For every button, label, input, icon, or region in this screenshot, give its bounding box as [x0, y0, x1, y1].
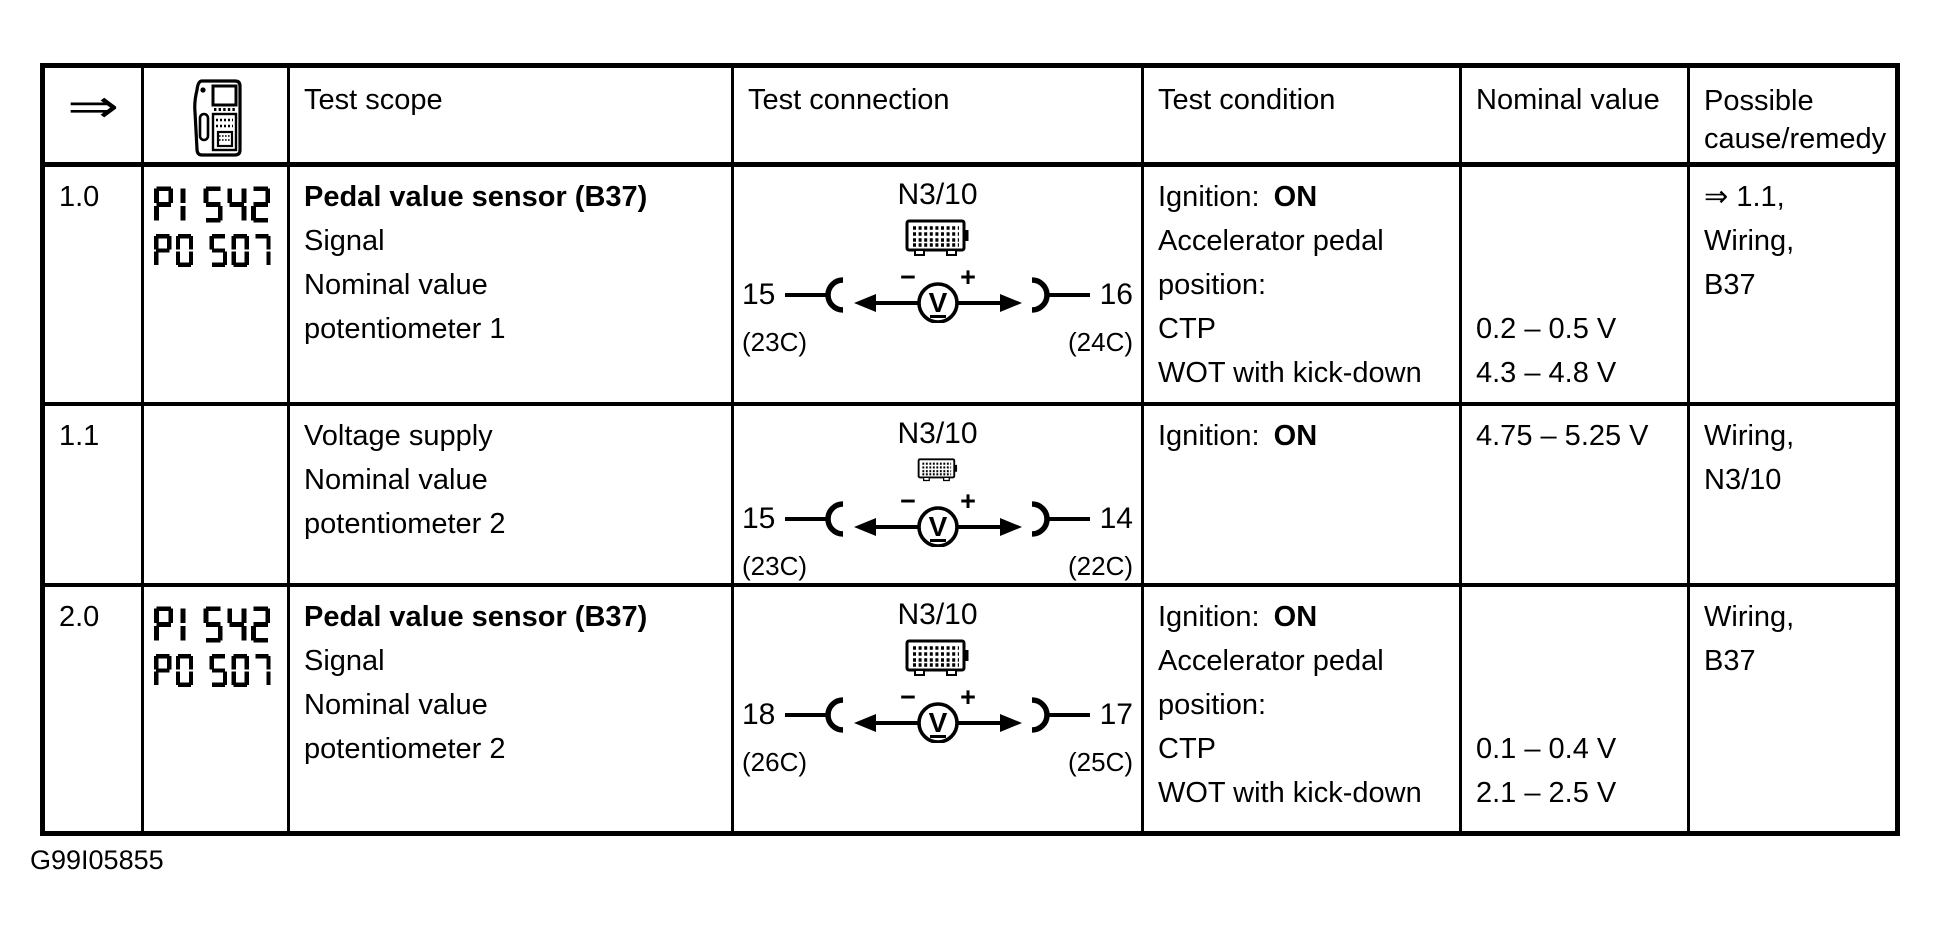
pin-number-right: 16	[1099, 278, 1133, 311]
probe-socket-right-icon	[1026, 499, 1090, 539]
tester-display	[141, 162, 287, 402]
socket-label-right: (25C)	[1067, 747, 1133, 777]
pin-number-left: 15	[742, 278, 776, 311]
nominal-value-cell	[1459, 583, 1687, 831]
tester-display-line	[154, 181, 275, 227]
condition-line: position:	[1158, 269, 1267, 301]
socket-label-left: (23C)	[742, 551, 808, 581]
pin-number-left: 15	[742, 502, 776, 535]
polarity-plus: +	[959, 491, 976, 516]
cause-line: Wiring,	[1704, 225, 1795, 257]
probe-socket-right-icon	[1026, 275, 1090, 315]
pin-number-left: 18	[742, 698, 776, 731]
cause-line: ⇒ 1.1,	[1704, 181, 1785, 213]
cause-line: B37	[1704, 269, 1756, 301]
polarity-minus: −	[899, 687, 916, 712]
step-number: 1.1	[45, 402, 141, 583]
cause-line: N3/10	[1704, 464, 1782, 496]
condition-line: WOT with kick-down	[1158, 777, 1422, 809]
step-number: 1.0	[45, 162, 141, 402]
test-condition-cell	[1141, 162, 1459, 402]
test-connection-cell	[731, 402, 1141, 583]
header-test-scope: Test scope	[287, 68, 731, 162]
nominal-value: 4.75 – 5.25 V	[1476, 420, 1649, 452]
cause-line: Wiring,	[1704, 420, 1795, 452]
diagnostic-test-table	[40, 63, 1900, 836]
tester-display	[141, 583, 287, 831]
header-nominal-value: Nominal value	[1459, 68, 1687, 162]
condition-line: WOT with kick-down	[1158, 357, 1422, 389]
socket-label-right: (24C)	[1067, 327, 1133, 357]
header-test-condition: Test condition	[1141, 68, 1459, 162]
condition-line: Accelerator pedal	[1158, 225, 1384, 257]
test-scope-cell	[287, 583, 731, 831]
probe-socket-left-icon	[785, 275, 849, 315]
cause-line: B37	[1704, 645, 1756, 677]
test-connection-cell	[731, 162, 1141, 402]
connector-icon	[905, 639, 971, 679]
component-label: N3/10	[897, 598, 978, 631]
possible-cause-cell	[1687, 162, 1895, 402]
possible-cause-cell	[1687, 583, 1895, 831]
connector-icon	[905, 219, 971, 259]
test-scope-cell	[287, 162, 731, 402]
condition-line: position:	[1158, 689, 1267, 721]
socket-labels	[740, 325, 1135, 359]
figure-code: G99I05855	[30, 845, 164, 875]
nominal-value-cell	[1459, 162, 1687, 402]
condition-line: CTP	[1158, 733, 1216, 765]
ignition-line: Ignition: ON	[1158, 601, 1318, 633]
scope-line: Nominal value	[304, 464, 488, 496]
probe-socket-right-icon	[1026, 695, 1090, 735]
scope-line: Nominal value	[304, 689, 488, 721]
voltmeter-icon	[853, 687, 1023, 743]
socket-labels	[740, 745, 1135, 779]
scope-line: potentiometer 2	[304, 733, 506, 765]
pin-number-right: 17	[1099, 698, 1133, 731]
scope-line: Signal	[304, 225, 385, 257]
nominal-value: 4.3 – 4.8 V	[1476, 357, 1617, 389]
tester-display-line	[154, 601, 275, 647]
socket-label-left: (23C)	[742, 327, 808, 357]
voltmeter-icon	[853, 491, 1023, 547]
scope-line: Voltage supply	[304, 420, 493, 452]
cause-line: Wiring,	[1704, 601, 1795, 633]
voltmeter-label: V	[928, 511, 947, 542]
socket-label-left: (26C)	[742, 747, 808, 777]
scope-line: potentiometer 2	[304, 508, 506, 540]
nominal-value-cell	[1459, 402, 1687, 583]
voltmeter-label: V	[928, 707, 947, 738]
header-step-column	[45, 68, 141, 162]
nominal-value: 2.1 – 2.5 V	[1476, 777, 1617, 809]
scope-line: Signal	[304, 645, 385, 677]
polarity-plus: +	[959, 687, 976, 712]
socket-label-right: (22C)	[1067, 551, 1133, 581]
test-condition-cell	[1141, 583, 1459, 831]
header-tester-column	[141, 68, 287, 162]
voltmeter-label: V	[928, 287, 947, 318]
measurement-diagram	[740, 267, 1135, 323]
ignition-line: Ignition: ON	[1158, 420, 1318, 452]
probe-socket-left-icon	[785, 499, 849, 539]
tester-display-line	[154, 647, 275, 693]
test-connection-cell	[731, 583, 1141, 831]
component-label: N3/10	[897, 178, 978, 211]
scope-line: potentiometer 1	[304, 313, 506, 345]
scope-title: Pedal value sensor (B37)	[304, 181, 648, 213]
connector-icon	[905, 458, 971, 483]
test-condition-cell	[1141, 402, 1459, 583]
test-scope-cell	[287, 402, 731, 583]
polarity-minus: −	[899, 491, 916, 516]
socket-labels	[740, 549, 1135, 583]
header-possible-cause: Possible cause/remedy	[1687, 68, 1895, 162]
polarity-minus: −	[899, 267, 916, 292]
scope-title: Pedal value sensor (B37)	[304, 601, 648, 633]
pin-number-right: 14	[1099, 502, 1133, 535]
condition-line: Accelerator pedal	[1158, 645, 1384, 677]
handheld-tester-icon	[189, 78, 245, 158]
polarity-plus: +	[959, 267, 976, 292]
tester-display	[141, 402, 287, 583]
voltmeter-icon	[853, 267, 1023, 323]
double-arrow-icon: ⇒	[67, 80, 120, 132]
possible-cause-cell	[1687, 402, 1895, 583]
header-test-connection: Test connection	[731, 68, 1141, 162]
probe-socket-left-icon	[785, 695, 849, 735]
nominal-value: 0.2 – 0.5 V	[1476, 313, 1617, 345]
ignition-line: Ignition: ON	[1158, 181, 1318, 213]
measurement-diagram	[740, 491, 1135, 547]
scope-line: Nominal value	[304, 269, 488, 301]
nominal-value: 0.1 – 0.4 V	[1476, 733, 1617, 765]
step-number: 2.0	[45, 583, 141, 831]
condition-line: CTP	[1158, 313, 1216, 345]
tester-display-line	[154, 227, 275, 273]
measurement-diagram	[740, 687, 1135, 743]
component-label: N3/10	[897, 417, 978, 450]
